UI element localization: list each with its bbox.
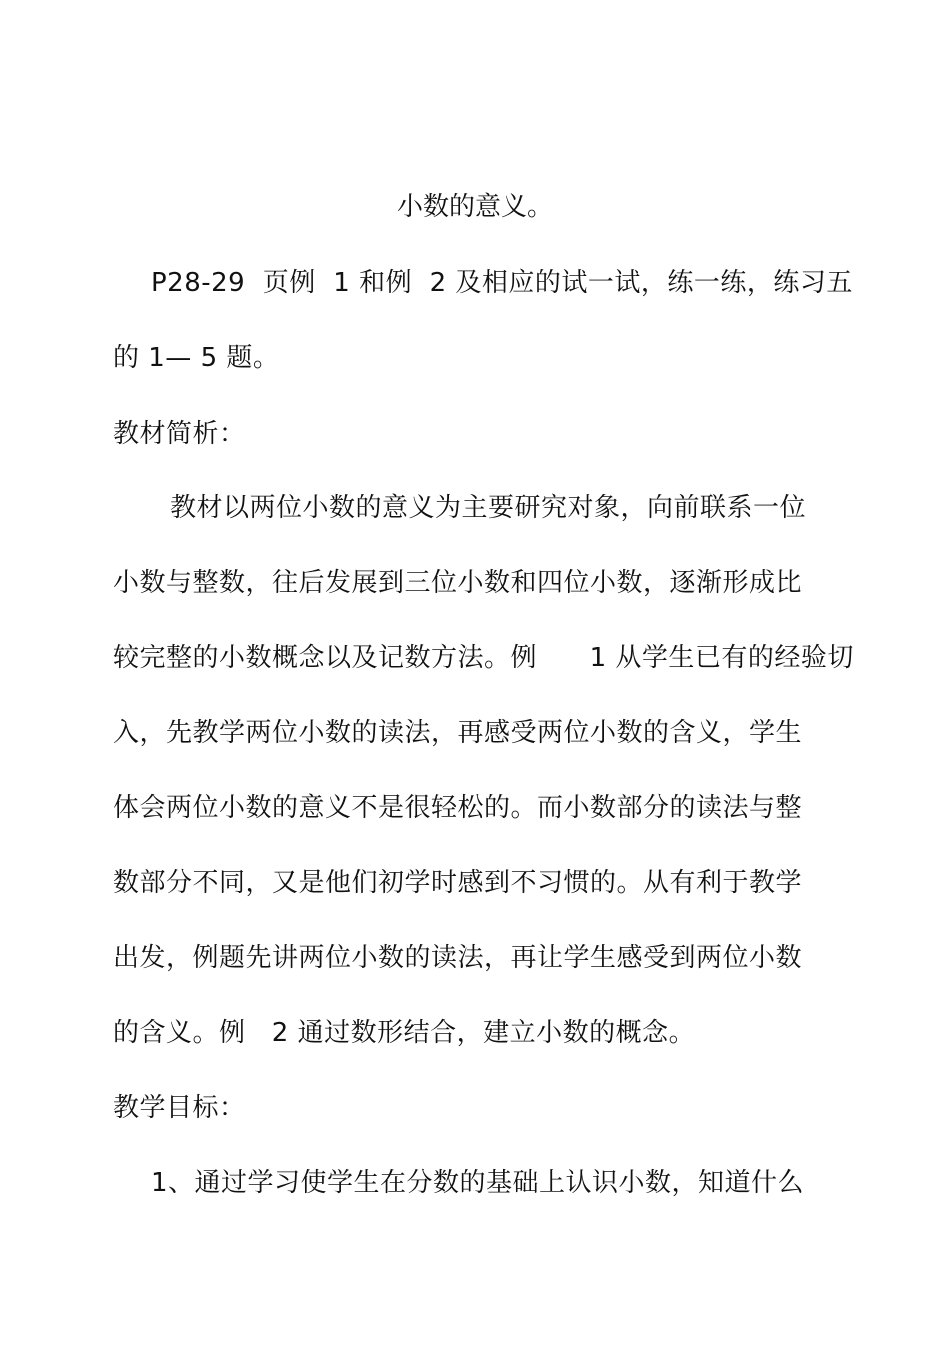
paragraph-line-1: P28-29 页例 1 和例 2 及相应的试一试，练一练，练习五	[151, 268, 853, 298]
section-heading-textbook-analysis: 教材简析：	[113, 419, 246, 449]
paragraph-line-10: 的含义。例 2 通过数形结合，建立小数的概念。	[113, 1018, 696, 1048]
goal-item-1: 1、通过学习使学生在分数的基础上认识小数，知道什么	[151, 1168, 805, 1198]
paragraph-line-4: 小数与整数，往后发展到三位小数和四位小数，逐渐形成比	[113, 568, 803, 598]
section-heading-teaching-goals: 教学目标：	[113, 1093, 246, 1123]
paragraph-line-3: 教材以两位小数的意义为主要研究对象，向前联系一位	[170, 493, 807, 523]
paragraph-line-8: 数部分不同，又是他们初学时感到不习惯的。从有利于教学	[113, 868, 803, 898]
paragraph-line-6: 入，先教学两位小数的读法，再感受两位小数的含义，学生	[113, 718, 803, 748]
paragraph-line-5: 较完整的小数概念以及记数方法。例 1 从学生已有的经验切	[113, 643, 854, 673]
paragraph-line-2: 的 1— 5 题。	[113, 343, 280, 373]
paragraph-line-9: 出发，例题先讲两位小数的读法，再让学生感受到两位小数	[113, 943, 803, 973]
paragraph-line-7: 体会两位小数的意义不是很轻松的。而小数部分的读法与整	[113, 793, 803, 823]
document-title: 小数的意义。	[396, 192, 553, 222]
